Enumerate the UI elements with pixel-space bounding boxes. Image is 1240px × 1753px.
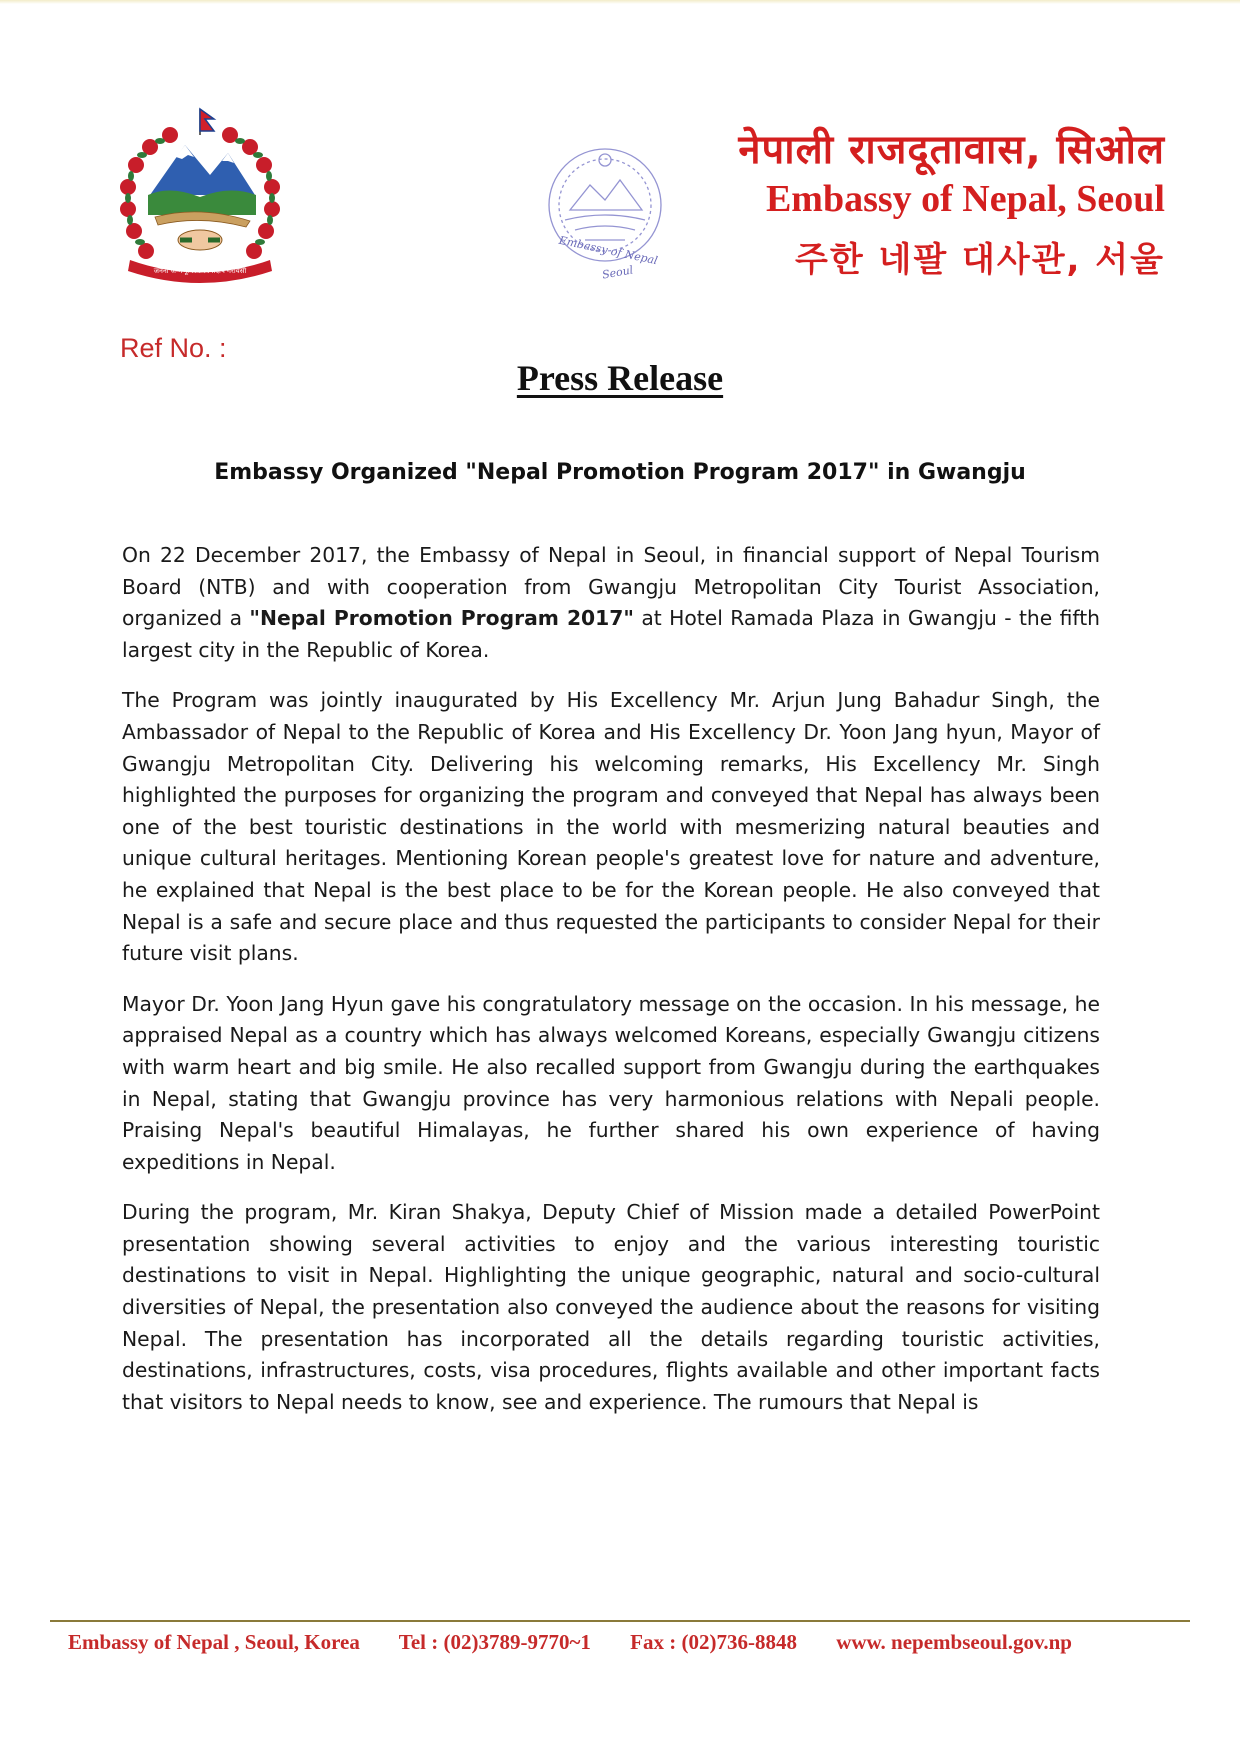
footer-fax: Fax : (02)736-8848 — [630, 1630, 797, 1654]
paragraph-1: On 22 December 2017, the Embassy of Nepal in Seoul, in financial support of Nepal Tourism Board (NTB) and with cooperation from Gwangju Metropolitan City Tourist Association, organized a "Nepal Promotion Program 2017" at Hotel Ramada Plaza in Gwangju - the fifth largest city in the Republic of Korea. — [122, 543, 1101, 662]
paper-edge — [0, 0, 1240, 4]
embassy-name-english: Embassy of Nepal, Seoul — [765, 178, 1165, 220]
flag-icon — [200, 109, 214, 135]
embassy-name-korean: 주한 네팔 대사관, 서울 — [794, 240, 1165, 280]
document-title: Press Release — [516, 358, 724, 398]
program-name: "Nepal Promotion Program 2017" — [249, 606, 634, 631]
paragraph-2: The Program was jointly inaugurated by His Excellency Mr. Arjun Jung Bahadur Singh, the Ambassador of Nepal to the Republic of Korea and His Excellency Dr. Yoon Jang hyun, Mayor of Gwangju Metropolitan City. Delivering his welcoming remarks, His Excellency Mr. Singh highlighted the purposes for organizing the program and conveyed that Nepal has always been one of the best touristic destinations in the world with mesmerizing natural beauties and unique cultural heritages. Mentioning Korean people's greatest love for nature and adventure, he explained that Nepal is the best place to be for the Korean people. He also conveyed that Nepal is a safe and secure place and thus requested the participants to consider Nepal for their future visit plans. — [122, 688, 1100, 966]
mountain-icon — [150, 145, 255, 195]
footer-divider — [50, 1620, 1190, 1622]
handshake-icon — [178, 230, 222, 250]
emblem-motto: जननी जन्मभूमिश्च स्वर्गादपि गरीयसी — [153, 267, 247, 275]
footer-website: www. nepembseoul.gov.np — [836, 1630, 1072, 1654]
nepal-coat-of-arms-icon — [110, 105, 290, 290]
press-release-body — [122, 540, 1100, 1437]
press-release-heading: Embassy Organized "Nepal Promotion Program 2017" in Gwangju — [214, 460, 1026, 485]
footer-contact — [68, 1630, 1188, 1655]
footer-tel: Tel : (02)3789-9770~1 — [398, 1630, 591, 1654]
embassy-stamp-icon — [530, 140, 680, 290]
embassy-name-nepali: नेपाली राजदूतावास, सिओल — [738, 127, 1165, 173]
footer-org: Embassy of Nepal , Seoul, Korea — [68, 1630, 360, 1654]
stamp-text: Embassy of Nepal — [557, 233, 659, 268]
ref-number-label: Ref No. : — [120, 333, 227, 363]
stamp-text-city: Seoul — [601, 263, 635, 282]
paragraph-3: Mayor Dr. Yoon Jang Hyun gave his congratulatory message on the occasion. In his message, he appraised Nepal as a country which has always welcomed Koreans, especially Gwangju citizens with warm heart and big smile. He also recalled support from Gwangju during the earthquakes in Nepal, stating that Gwangju province has very harmonious relations with Nepali people. Praising Nepal's beautiful Himalayas, he further shared his own experience of having expeditions in Nepal. — [122, 991, 1100, 1174]
paragraph-4: During the program, Mr. Kiran Shakya, Deputy Chief of Mission made a detailed PowerPoint presentation showing several activities to enjoy and the various interesting touristic destinations to visit in Nepal. Highlighting the unique geographic, natural and socio-cultural diversities of Nepal, the presentation also conveyed the audience about the reasons for visiting Nepal. The presentation has incorporated all the details regarding touristic activities, destinations, infrastructures, costs, visa procedures, flights available and other important facts that visitors to Nepal needs to know, see and experience. The rumours that Nepal is — [122, 1200, 1100, 1414]
